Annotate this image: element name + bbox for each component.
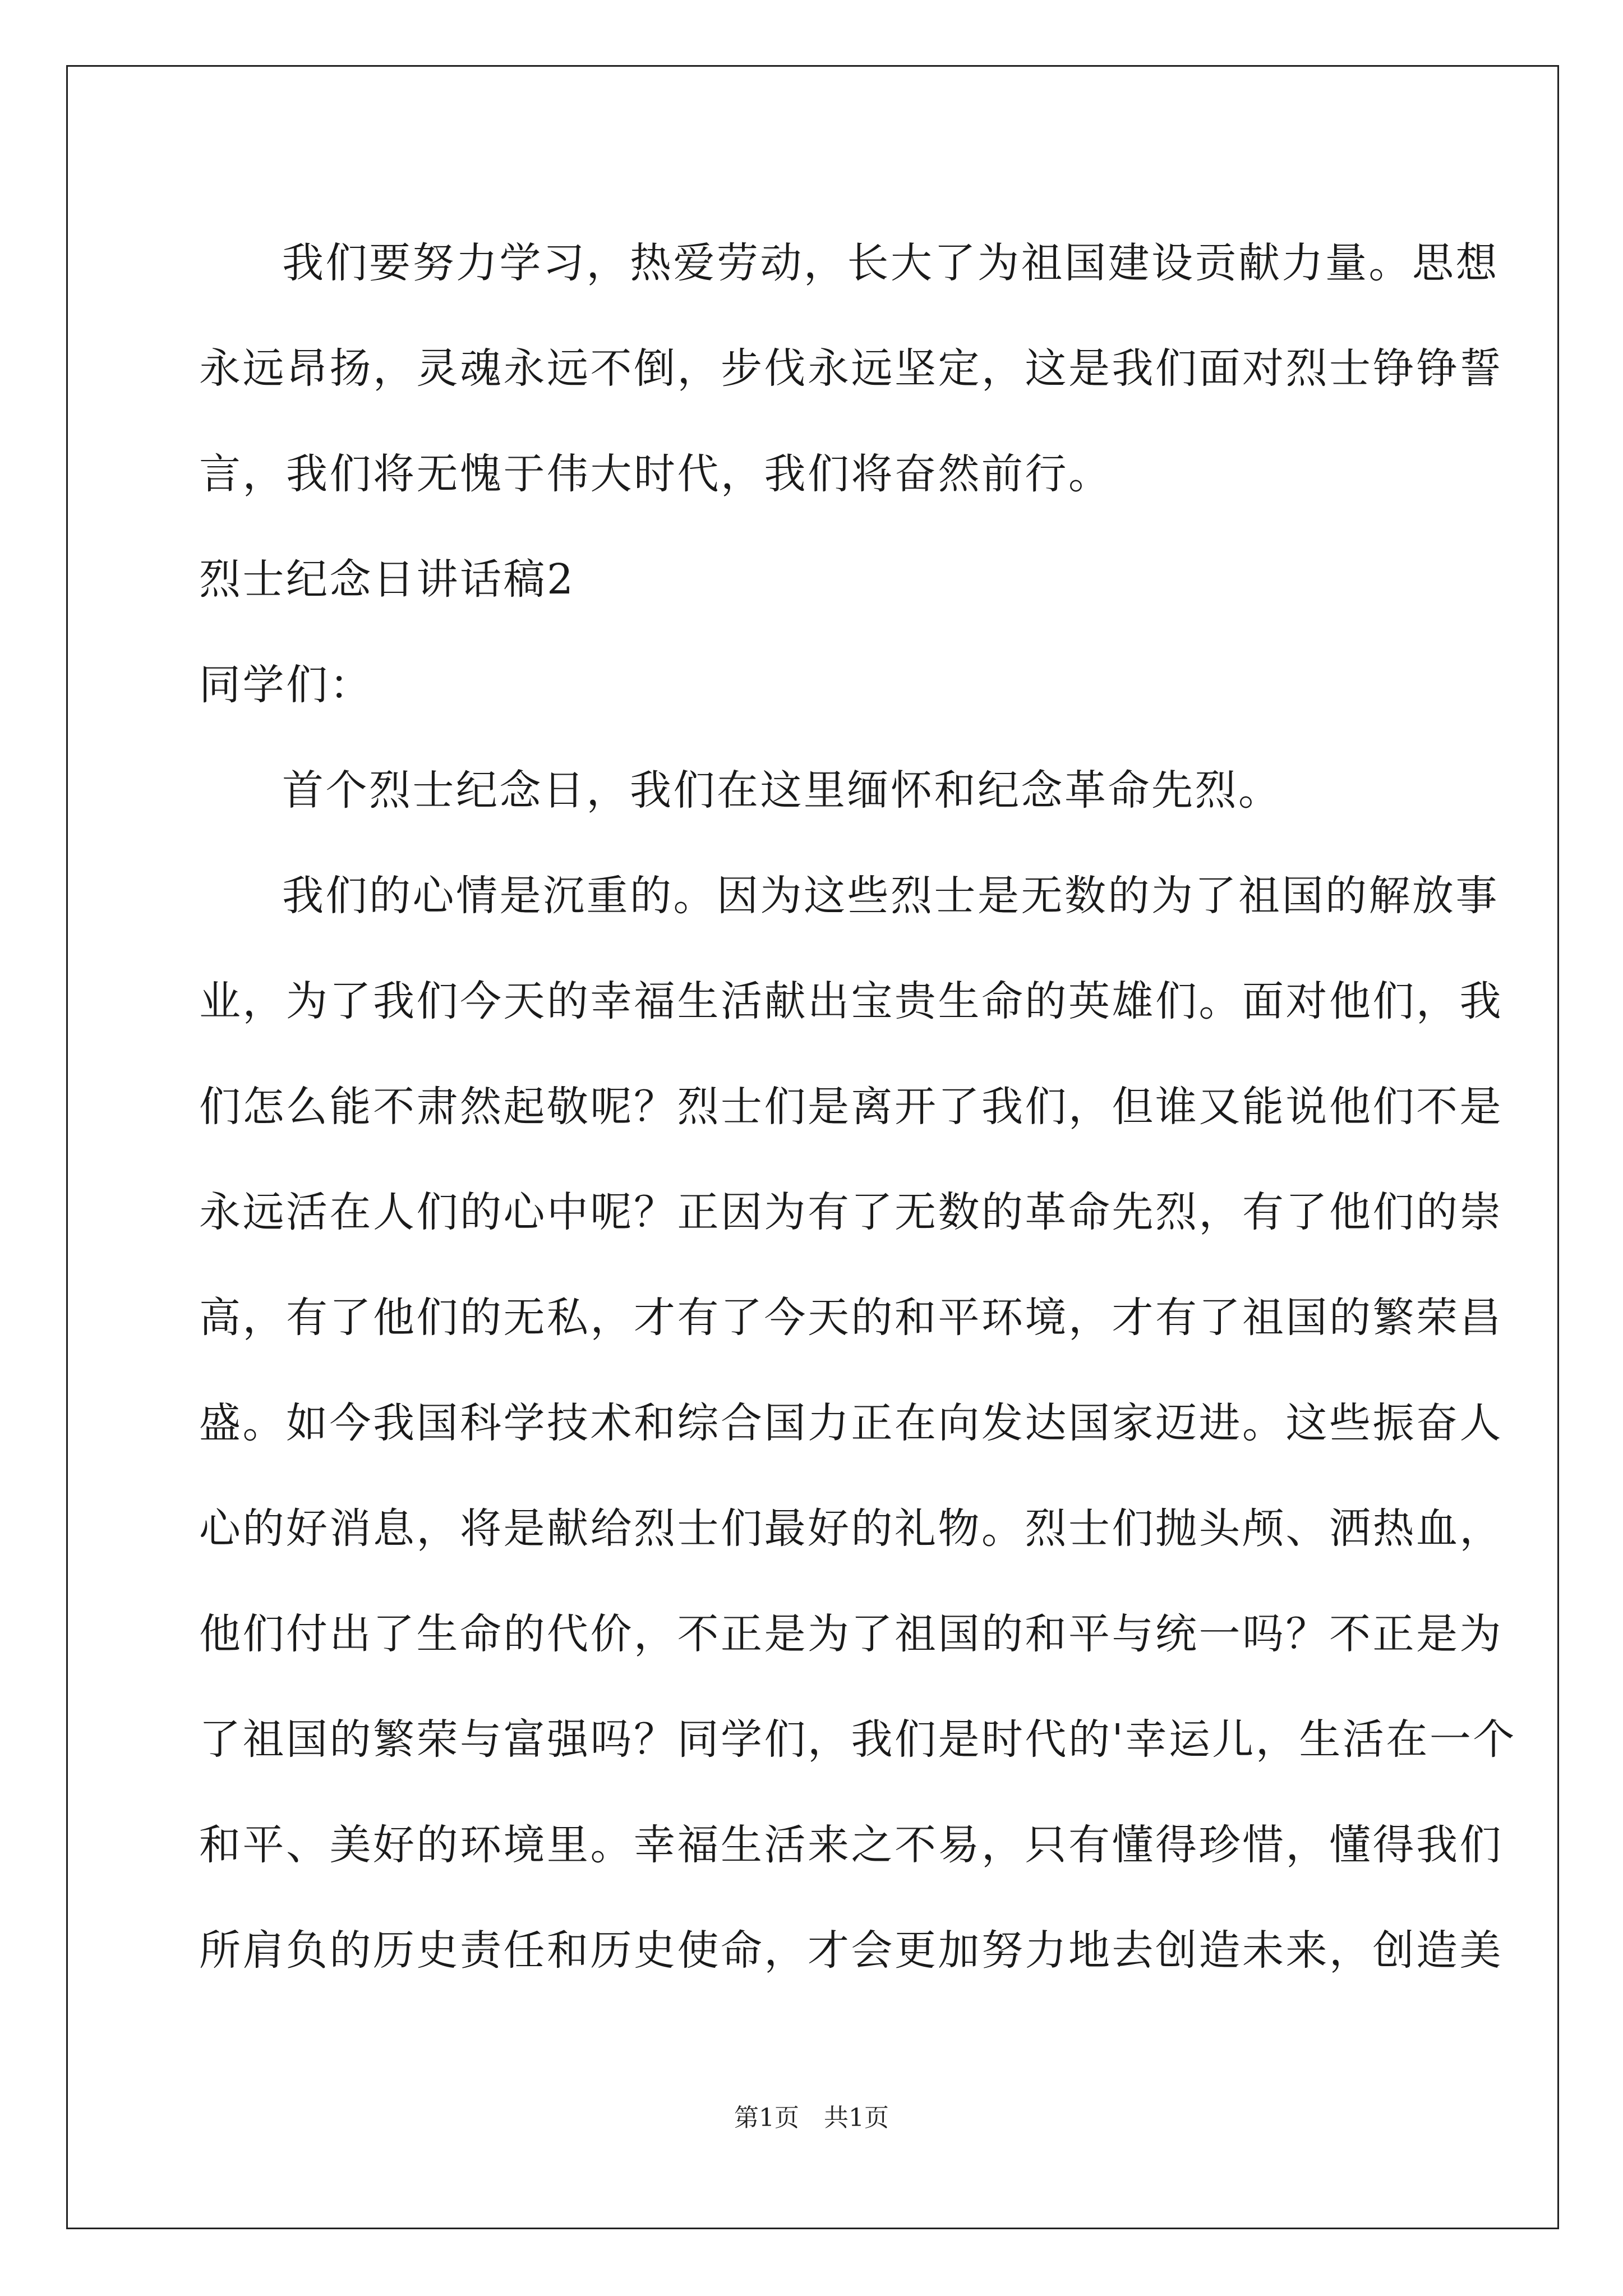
paragraph-line: 业，为了我们今天的幸福生活献出宝贵生命的英雄们。面对他们，我 [199, 977, 1503, 1025]
paragraph-line: 们怎么能不肃然起敬呢？烈士们是离开了我们，但谁又能说他们不是 [199, 1083, 1503, 1131]
section-heading: 烈士纪念日讲话稿2 [199, 555, 575, 604]
paragraph-line: 盛。如今我国科学技术和综合国力正在向发达国家迈进。这些振奋人 [199, 1399, 1503, 1447]
paragraph-line: 了祖国的繁荣与富强吗？同学们，我们是时代的'幸运儿，生活在一个 [199, 1715, 1516, 1764]
paragraph-line: 高，有了他们的无私，才有了今天的和平环境，才有了祖国的繁荣昌 [199, 1294, 1503, 1342]
document-body [199, 210, 1516, 2003]
page-number-footer: 第1页 共1页 [734, 2104, 889, 2132]
paragraph-line: 我们要努力学习，热爱劳动，长大了为祖国建设贡献力量。思想 [282, 239, 1499, 287]
paragraph-line: 他们付出了生命的代价，不正是为了祖国的和平与统一吗？不正是为 [199, 1610, 1503, 1658]
paragraph-line: 言，我们将无愧于伟大时代，我们将奋然前行。 [199, 450, 1112, 498]
paragraph-line: 我们的心情是沉重的。因为这些烈士是无数的为了祖国的解放事 [282, 872, 1499, 920]
paragraph-line: 首个烈士纪念日，我们在这里缅怀和纪念革命先烈。 [282, 766, 1282, 815]
salutation: 同学们： [199, 661, 373, 709]
paragraph-line: 和平、美好的环境里。幸福生活来之不易，只有懂得珍惜，懂得我们 [199, 1821, 1503, 1869]
paragraph-line: 永远活在人们的心中呢？正因为有了无数的革命先烈，有了他们的崇 [199, 1188, 1503, 1236]
paragraph-line: 心的好消息，将是献给烈士们最好的礼物。烈士们抛头颅、洒热血， [199, 1504, 1503, 1553]
paragraph-line: 永远昂扬，灵魂永远不倒，步伐永远坚定，这是我们面对烈士铮铮誓 [199, 344, 1503, 393]
paragraph-line: 所肩负的历史责任和历史使命，才会更加努力地去创造未来，创造美 [199, 1926, 1503, 1975]
